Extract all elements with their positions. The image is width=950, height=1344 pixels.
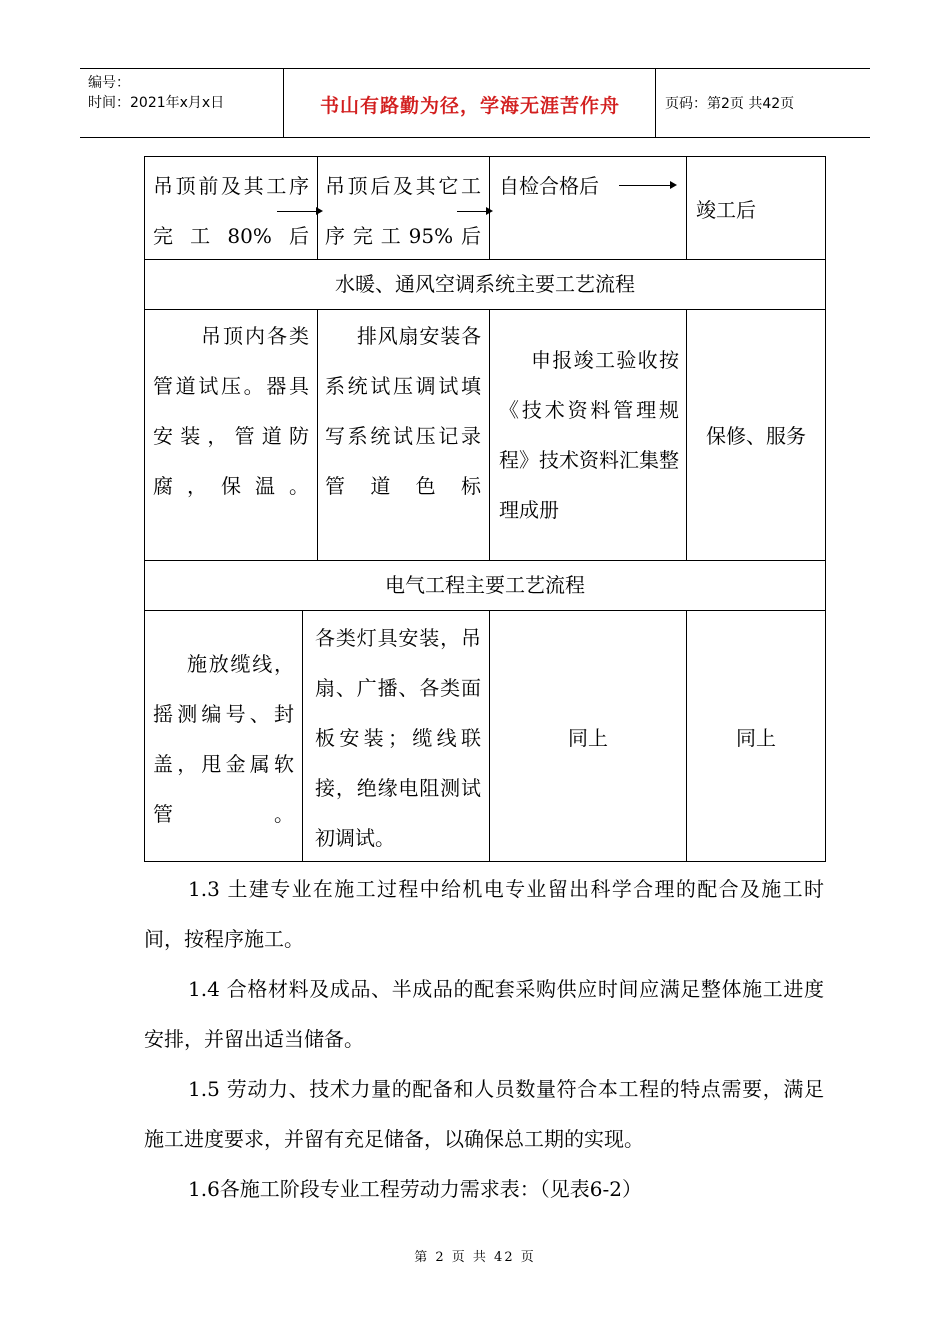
paragraph-1-5: 1.5 劳动力、技术力量的配备和人员数量符合本工程的特点需要，满足施工进度要求，并留有充足储备，以确保总工期的实现。	[144, 1077, 824, 1151]
paragraph-1-6: 1.6各施工阶段专业工程劳动力需求表：（见表6-2）	[188, 1177, 643, 1201]
flow-arrow	[457, 211, 491, 212]
header-page-number: 页码：第2页 共42页	[665, 96, 795, 112]
flow-arrow	[619, 185, 675, 186]
hvac-step-fan-install: 排风扇安装各系统试压调试填写系统试压记录管道色标	[325, 324, 481, 498]
table-rule	[489, 309, 490, 560]
header-divider	[655, 69, 656, 137]
section-title-hvac: 水暖、通风空调系统主要工艺流程	[335, 272, 635, 296]
elec-step-same-as-above: 同上	[736, 726, 776, 750]
header-divider	[283, 69, 284, 137]
hvac-step-acceptance: 申报竣工验收按《技术资料管理规程》技术资料汇集整理成册	[499, 348, 679, 522]
stage-cell-self-check: 自检合格后	[499, 174, 599, 198]
stage-cell-completion: 竣工后	[696, 198, 756, 222]
page-header	[80, 68, 870, 138]
table-rule	[145, 309, 825, 310]
page-footer: 第 2 页 共 42 页	[414, 1250, 536, 1265]
header-meta	[88, 73, 224, 113]
elec-step-same-as-above: 同上	[568, 726, 608, 750]
section-title-electrical: 电气工程主要工艺流程	[385, 573, 585, 597]
stage-cell-before-ceiling: 吊顶前及其工序完工80%后	[153, 174, 309, 248]
hvac-step-warranty: 保修、服务	[706, 424, 806, 448]
table-rule	[317, 309, 318, 560]
elec-step-fixture-install: 各类灯具安装，吊扇、广播、各类面板安装；缆线联接，绝缘电阻测试初调试。	[315, 626, 481, 850]
header-motto: 书山有路勤为径，学海无涯苦作舟	[319, 95, 620, 117]
table-rule	[686, 157, 687, 259]
table-rule	[302, 610, 303, 862]
elec-step-cable-laying: 施放缆线，摇测编号、封盖，甩金属软管。	[153, 652, 294, 826]
process-flow-table	[144, 156, 826, 862]
doc-number-label: 编号：	[88, 75, 130, 91]
flow-arrow	[277, 211, 321, 212]
hvac-step-pipe-test: 吊顶内各类管道试压。器具安装，管道防腐，保温。	[153, 324, 309, 498]
stage-cell-after-ceiling: 吊顶后及其它工序完工95%后	[325, 174, 481, 248]
table-rule	[145, 610, 825, 611]
paragraph-1-3: 1.3 土建专业在施工过程中给机电专业留出科学合理的配合及施工时间，按程序施工。	[144, 877, 824, 951]
doc-time-label: 时间：2021年x月x日	[88, 95, 225, 111]
paragraph-1-4: 1.4 合格材料及成品、半成品的配套采购供应时间应满足整体施工进度安排，并留出适当储备。	[144, 977, 824, 1051]
